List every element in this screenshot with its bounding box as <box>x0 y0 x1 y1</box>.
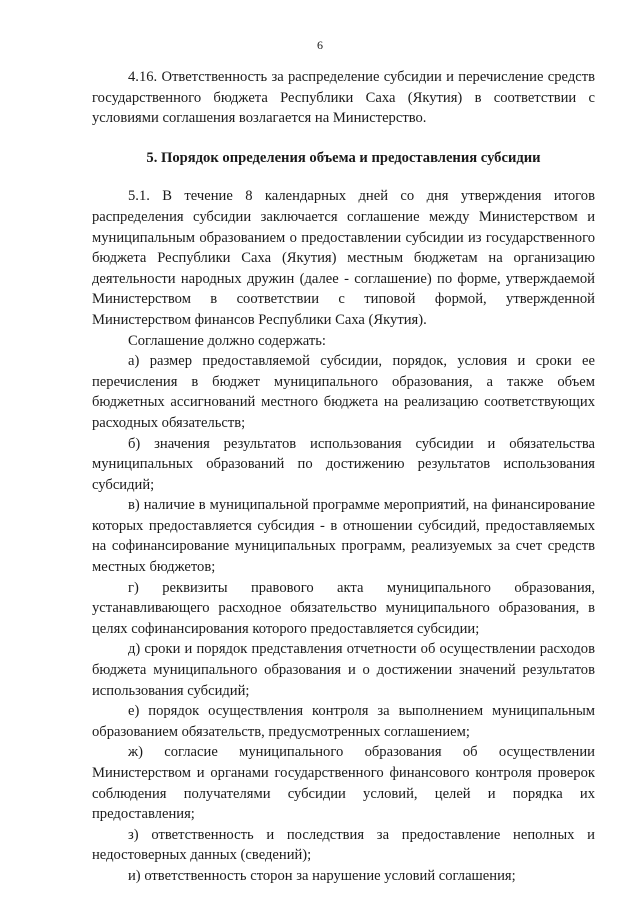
section-heading: 5. Порядок определения объема и предоставления субсидии <box>146 149 541 166</box>
paragraph-4-16: 4.16. Ответственность за распределение субсидии и перечисление средств государственного бюджета Республики Саха (Якутия) в соответствии с условиями соглашения возлагается на Министерство. <box>92 69 595 127</box>
page-number: 6 <box>317 38 323 52</box>
list-item-v: в) наличие в муниципальной программе мероприятий, на финансирование которых предоставляется субсидия - в отношении субсидий, предоставляемых на софинансирование муниципальных программ, реализуемых за счет средств местных бюджетов; <box>92 497 595 576</box>
list-item-i: и) ответственность сторон за нарушение условий соглашения; <box>128 867 516 884</box>
list-item-a: а) размер предоставляемой субсидии, порядок, условия и сроки ее перечисления в бюджет муниципального образования, а также объем бюджетных ассигнований местного бюджета на реализацию соответствующих расходных обязательств; <box>92 353 595 431</box>
list-item-e: е) порядок осуществления контроля за выполнением муниципальным образованием обязательств, предусмотренных соглашением; <box>92 703 595 740</box>
list-item-g: г) реквизиты правового акта муниципального образования, устанавливающего расходное обязательство муниципального образования, в целях софинансирования которого предоставляется субсидии; <box>92 579 595 637</box>
list-item-b: б) значения результатов использования субсидии и обязательства муниципальных образований по достижению результатов использования субсидий; <box>92 435 595 493</box>
document-body <box>92 67 595 887</box>
list-item-d: д) сроки и порядок представления отчетности об осуществлении расходов бюджета муниципального образования и о достижении значений результатов использования субсидий; <box>92 641 595 699</box>
list-item-zh: ж) согласие муниципального образования об осуществлении Министерством и органами государственного финансового контроля проверок соблюдения получателями субсидии условий, целей и порядка их предоставления; <box>92 744 595 823</box>
list-item-z: з) ответственность и последствия за предоставление неполных и недостоверных данных (сведений); <box>92 826 595 864</box>
paragraph-agreement-intro: Соглашение должно содержать: <box>128 332 326 349</box>
paragraph-5-1: 5.1. В течение 8 календарных дней со дня утверждения итогов распределения субсидии заключается соглашение между Министерством и муниципальным образованием о предоставлении субсидии из государственного бюджета Республики Саха (Якутия) местным бюджетам на организацию деятельности народных дружин (далее - соглашение) по форме, утверждаемой Министерством в соответствии с типовой формой, утвержденной Министерством финансов Республики Саха (Якутия). <box>92 188 595 328</box>
